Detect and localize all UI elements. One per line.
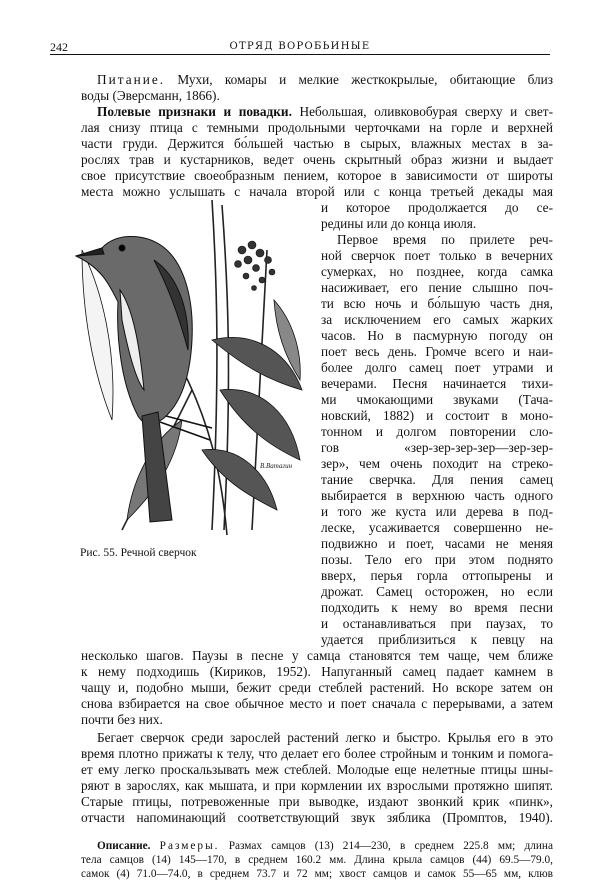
text-line: более долго самец поет утрами и xyxy=(321,360,553,375)
description-line: самок (4) 71.0—74.0, в среднем 73.7 и 72 мм; хвост самцов и самок 55—65 мм, клюв xyxy=(81,868,553,880)
text-line: леске, усаживается совершенно не- xyxy=(321,520,553,535)
text-line: места можно услышать с начала второй или с конца третьей декады мая xyxy=(81,184,553,199)
text-line: подходить к нему во время песни xyxy=(321,600,553,615)
text-line: лая снизу птица с темными продольными черточками на горле и верхней xyxy=(81,120,553,135)
bird-illustration xyxy=(62,190,312,540)
text-line: зер», чем очень походит на стреко- xyxy=(321,456,553,471)
text-line: за исключением его самых жарких xyxy=(321,312,553,327)
page-number: 242 xyxy=(50,40,68,54)
running-head: ОТРЯД ВОРОБЬИНЫЕ xyxy=(229,41,371,52)
text-line: редины или до конца июля. xyxy=(321,216,477,231)
text-line: часов. Но в пасмурную погоду он xyxy=(321,328,553,343)
text-line: ряют в зарослях, как мышата, и при кормлении их взрослыми протяжно шипят. xyxy=(81,778,553,793)
text-line: подвижно и поет, часами не меняя xyxy=(321,536,553,551)
page-header xyxy=(50,38,550,55)
text-line: несколько шагов. Паузы в песне у самца становятся тем чаще, чем ближе xyxy=(81,648,553,663)
text-line: выбирается в верхнюю часть одного xyxy=(321,488,553,503)
artist-signature: В.Ватагин xyxy=(260,462,293,470)
figure-caption: Рис. 55. Речной сверчок xyxy=(80,547,197,559)
text-line: снова взбирается на свое обычное место и поет сначала с перерывами, а затем xyxy=(81,696,553,711)
description-line: тела самцов (14) 145—170, в среднем 160.2 мм. Длина крыла самцов (44) 69.5—79.0, xyxy=(81,854,553,866)
text-line: сумерках, но позднее, когда самка xyxy=(321,264,553,279)
text-line: чащу и, подобно мыши, бежит среди стеблей растений. Но вскоре затем он xyxy=(81,680,553,695)
text-line: отчасти напоминающий соответствующий звук зяблика (Промптов, 1940). xyxy=(81,810,553,825)
text-line: к нему подходишь (Кириков, 1952). Напуганный самец падает камнем в xyxy=(81,664,553,679)
text-line: свое присутствие своеобразным пением, которое в зависимости от широты xyxy=(81,168,553,183)
text-line: насиживает, его пение слышно поч- xyxy=(321,280,553,295)
text-line: удается приблизиться к певцу на xyxy=(321,632,553,647)
text-line: рослях трав и кустарников, ведет очень скрытный образ жизни и выдает xyxy=(81,152,553,167)
text-line: тание сверчка. Для пения самец xyxy=(321,472,553,487)
text-line: время плотно прижаты к телу, что делает его более стройным и тонким и помога- xyxy=(81,746,553,761)
text-line: и которое продолжается до се- xyxy=(321,200,553,215)
text-line: вверх, перья горла оттопырены и xyxy=(321,568,553,583)
text-line: ти всю ночь и бо́льшую часть дня, xyxy=(321,296,553,311)
text-line: Бегает сверчок среди зарослей растений легко и быстро. Крылья его в это xyxy=(97,730,553,745)
text-line: Питание. Мухи, комары и мелкие жесткокрылые, обитающие близ xyxy=(97,72,553,87)
text-line: Старые птицы, потревоженные при выводке, издают звонкий крик «пинк», xyxy=(81,794,553,809)
text-line: воды (Эверсманн, 1866). xyxy=(81,88,220,103)
text-line: ной сверчок поет только в вечерних xyxy=(321,248,553,263)
text-line: ми чмокающими звуками (Тача- xyxy=(321,392,553,407)
text-line: дрожат. Самец осторожен, но если xyxy=(321,584,553,599)
text-line: Первое время по прилете реч- xyxy=(337,232,553,247)
text-line: части груди. Держится бо́льшей частью в сырых, влажных местах в за- xyxy=(81,136,553,151)
text-line: гов «зер-зер-зер-зер—зер-зер- xyxy=(321,440,553,455)
text-line: вечерами. Песня начинается тихи- xyxy=(321,376,553,391)
text-line: ет ему легко проскальзывать меж стеблей. Молодые еще нелетные птицы шны- xyxy=(81,762,553,777)
text-line: и того же куста или дерева в под- xyxy=(321,504,553,519)
text-line: почти без них. xyxy=(81,712,163,727)
text-line: тонном и долгом повторении сло- xyxy=(321,424,553,439)
text-line: и останавливаться при паузах, то xyxy=(321,616,553,631)
text-line: поет весь день. Громче всего и наи- xyxy=(321,344,553,359)
description-line: Описание. Размеры. Размах самцов (13) 214—230, в среднем 225.8 мм; длина xyxy=(97,840,553,852)
text-line: позы. Тело его при этом поднято xyxy=(321,552,553,567)
text-line: новский, 1882) и состоит в моно- xyxy=(321,408,553,423)
flower-cluster xyxy=(235,241,276,291)
text-line: Полевые признаки и повадки. Небольшая, оливковобурая сверху и свет- xyxy=(97,104,553,119)
